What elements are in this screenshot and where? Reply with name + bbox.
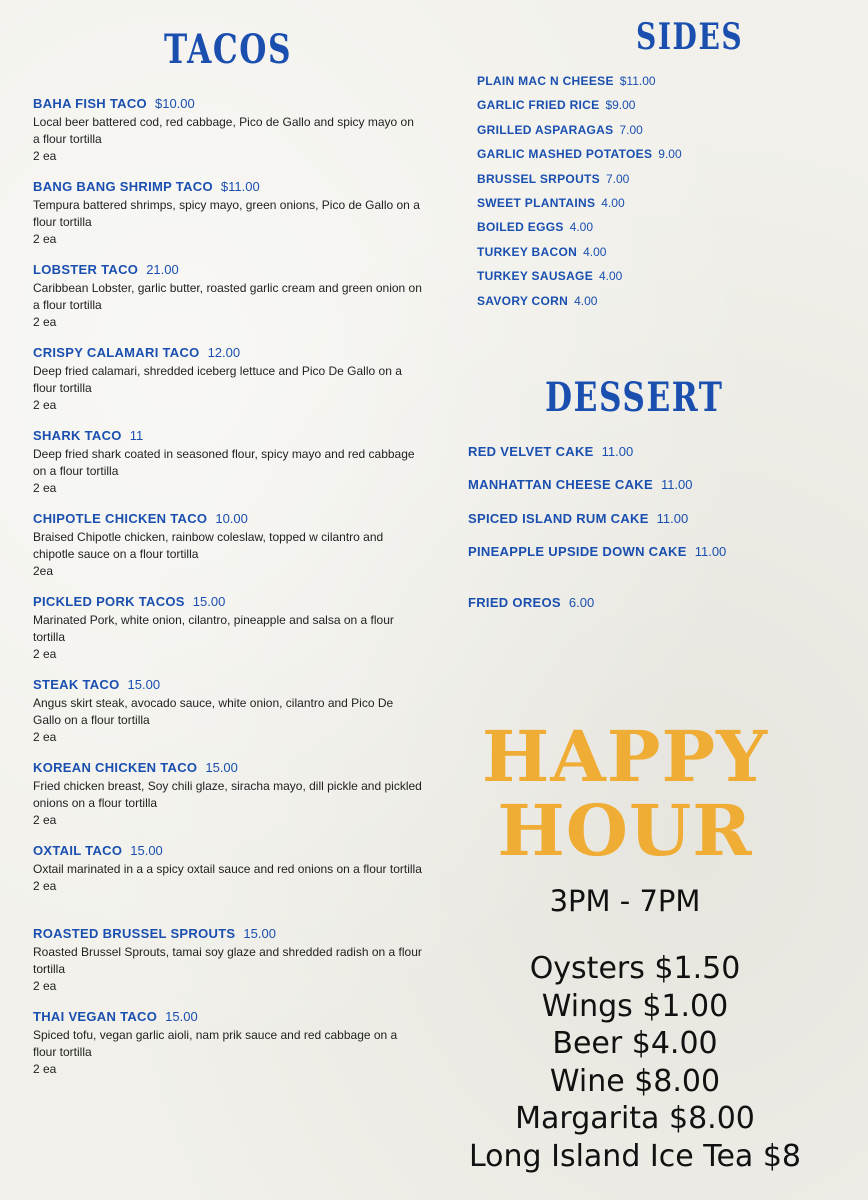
side-item [477, 172, 682, 196]
sides-list [477, 74, 682, 318]
side-item [477, 269, 682, 293]
taco-price: 21.00 [146, 262, 179, 277]
taco-quantity: 2 ea [33, 1062, 57, 1076]
taco-name: OXTAIL TACO [33, 843, 123, 858]
dessert-name: PINEAPPLE UPSIDE DOWN CAKE [468, 544, 687, 559]
side-name: GARLIC MASHED POTATOES [477, 147, 653, 162]
taco-name: THAI VEGAN TACO [33, 1009, 158, 1024]
taco-quantity: 2 ea [33, 481, 57, 495]
taco-name: SHARK TACO [33, 428, 122, 443]
side-item [477, 294, 682, 318]
side-name: TURKEY BACON [477, 244, 578, 259]
taco-price: $11.00 [220, 179, 260, 194]
taco-quantity: 2 ea [33, 730, 57, 744]
taco-item [33, 925, 423, 1008]
side-item [477, 74, 682, 98]
taco-name: PICKLED PORK TACOS [33, 594, 185, 609]
dessert-name: MANHATTAN CHEESE CAKE [468, 477, 653, 492]
tacos-heading: TACOS [164, 26, 293, 73]
taco-price: $10.00 [154, 96, 195, 111]
side-item [477, 220, 682, 244]
taco-name: ROASTED BRUSSEL SPROUTS [33, 926, 236, 941]
taco-price: 15.00 [127, 677, 161, 692]
dessert-name: SPICED ISLAND RUM CAKE [468, 511, 649, 526]
taco-quantity: 2 ea [33, 232, 57, 246]
taco-description: Roasted Brussel Sprouts, tamai soy glaze and shredded radish on a flour tortilla [33, 945, 422, 976]
taco-quantity: 2 ea [33, 979, 57, 993]
taco-item [33, 427, 423, 510]
side-name: SAVORY CORN [477, 293, 569, 308]
side-price: $9.00 [605, 98, 636, 113]
happy-hour-hours: 3PM - 7PM [549, 884, 701, 918]
taco-price: 12.00 [207, 345, 241, 360]
taco-description: Marinated Pork, white onion, cilantro, pineapple and salsa on a flour tortilla [33, 613, 394, 644]
dessert-price: 11.00 [660, 477, 693, 492]
taco-quantity: 2 ea [33, 647, 57, 661]
dessert-price: 11.00 [656, 511, 689, 526]
taco-item [33, 510, 423, 593]
taco-quantity: 2 ea [33, 879, 57, 893]
taco-item [33, 344, 423, 427]
taco-quantity: 2 ea [33, 315, 57, 329]
dessert-price: 6.00 [568, 595, 595, 610]
dessert-item [468, 544, 726, 559]
taco-description: Deep fried shark coated in seasoned flour, spicy mayo and red cabbage on a flour tortilla [33, 447, 415, 478]
side-price: 7.00 [619, 122, 643, 137]
taco-item [33, 676, 423, 759]
tacos-list [33, 95, 423, 1091]
taco-item [33, 178, 423, 261]
taco-name: LOBSTER TACO [33, 262, 139, 277]
side-name: SWEET PLANTAINS [477, 195, 596, 210]
side-item [477, 245, 682, 269]
happy-hour-special: Beer $4.00 [552, 1026, 718, 1061]
taco-quantity: 2 ea [33, 813, 57, 827]
taco-description: Tempura battered shrimps, spicy mayo, green onions, Pico de Gallo on a flour tortilla [33, 198, 420, 229]
happy-hour-special: Long Island Ice Tea $8 [468, 1138, 802, 1174]
side-item [477, 147, 682, 171]
taco-quantity: 2 ea [33, 398, 57, 412]
taco-price: 15.00 [130, 843, 163, 858]
taco-name: CRISPY CALAMARI TACO [33, 345, 200, 360]
side-name: PLAIN MAC N CHEESE [477, 74, 614, 88]
sides-heading: SIDES [636, 16, 744, 58]
side-item [477, 123, 682, 147]
dessert-name: FRIED OREOS [468, 595, 561, 610]
side-price: 9.00 [658, 147, 682, 162]
taco-price: 11 [129, 428, 144, 443]
taco-description: Braised Chipotle chicken, rainbow coleslaw, topped w cilantro and chipotle sauce on a flour tortilla [33, 530, 384, 561]
happy-hour-title-line2: HOUR [497, 789, 753, 872]
dessert-price: 11.00 [694, 544, 727, 559]
happy-hour-title-line1: HAPPY [481, 715, 769, 798]
happy-hour-special: Margarita $8.00 [515, 1101, 755, 1136]
side-price: 4.00 [583, 244, 607, 259]
side-name: BRUSSEL SRPOUTS [477, 171, 600, 186]
taco-item [33, 1008, 423, 1091]
side-item [477, 98, 682, 122]
taco-name: BAHA FISH TACO [33, 96, 147, 111]
taco-description: Fried chicken breast, Soy chili glaze, siracha mayo, dill pickle and pickled onions on a flour tortilla [33, 779, 422, 810]
taco-description: Angus skirt steak, avocado sauce, white onion, cilantro and Pico De Gallo on a flour tortilla [33, 696, 394, 727]
side-name: GARLIC FRIED RICE [477, 98, 600, 113]
side-name: BOILED EGGS [477, 220, 564, 235]
dessert-item [468, 477, 693, 492]
taco-name: CHIPOTLE CHICKEN TACO [33, 511, 208, 526]
dessert-heading: DESSERT [545, 374, 724, 421]
side-name: GRILLED ASPARAGAS [477, 122, 614, 137]
taco-price: 15.00 [205, 760, 238, 775]
side-price: 4.00 [574, 293, 598, 308]
side-price: 7.00 [605, 171, 630, 186]
dessert-item [468, 511, 688, 526]
side-name: TURKEY SAUSAGE [477, 269, 593, 284]
happy-hour-specials [445, 950, 825, 1175]
dessert-name: RED VELVET CAKE [468, 444, 594, 459]
taco-price: 15.00 [243, 926, 276, 941]
dessert-item [468, 444, 633, 459]
taco-name: STEAK TACO [33, 677, 120, 692]
dessert-item [468, 595, 594, 610]
taco-item [33, 593, 423, 676]
taco-item [33, 842, 423, 925]
taco-name: BANG BANG SHRIMP TACO [33, 179, 213, 194]
taco-item [33, 261, 423, 344]
side-price: 4.00 [601, 195, 625, 210]
dessert-price: 11.00 [601, 444, 634, 459]
taco-description: Caribbean Lobster, garlic butter, roasted garlic cream and green onion on a flour tortilla [33, 281, 422, 312]
taco-price: 15.00 [165, 1009, 198, 1024]
taco-description: Local beer battered cod, red cabbage, Pico de Gallo and spicy mayo on a flour tortilla [33, 115, 414, 146]
taco-price: 15.00 [192, 594, 226, 609]
happy-hour-special: Wings $1.00 [541, 988, 729, 1024]
taco-name: KOREAN CHICKEN TACO [33, 760, 198, 775]
happy-hour-special: Oysters $1.50 [529, 951, 741, 986]
taco-price: 10.00 [215, 511, 248, 526]
taco-item [33, 759, 423, 842]
taco-quantity: 2ea [33, 564, 54, 578]
taco-item [33, 95, 423, 178]
side-item [477, 196, 682, 220]
taco-description: Oxtail marinated in a a spicy oxtail sauce and red onions on a flour tortilla [33, 862, 422, 876]
happy-hour-special: Wine $8.00 [549, 1063, 721, 1099]
taco-quantity: 2 ea [33, 149, 57, 163]
taco-description: Deep fried calamari, shredded iceberg lettuce and Pico De Gallo on a flour tortilla [33, 364, 402, 395]
taco-description: Spiced tofu, vegan garlic aioli, nam prik sauce and red cabbage on a flour tortilla [33, 1028, 398, 1059]
side-price: $11.00 [619, 74, 656, 88]
side-price: 4.00 [569, 220, 594, 235]
side-price: 4.00 [599, 269, 623, 284]
